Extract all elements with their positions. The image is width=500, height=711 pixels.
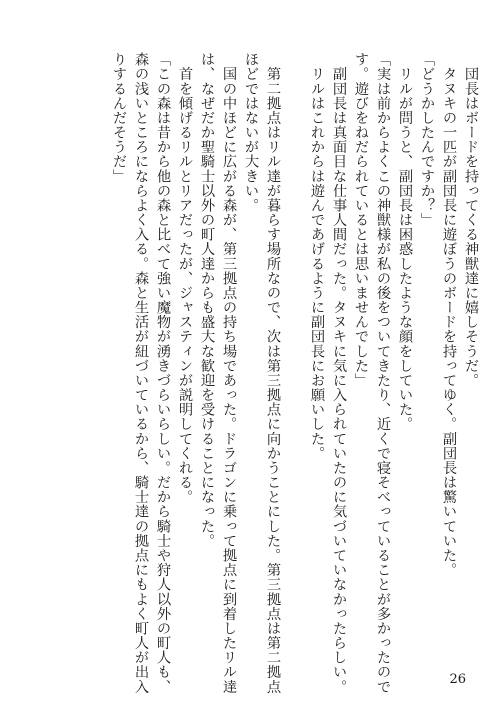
text-line: ほどではないが大きい。 <box>243 52 259 213</box>
text-line: す。遊びをねだられているとは思いませんでした」 <box>353 52 369 388</box>
text-line: 国の中ほどに広がる森が、第三拠点の持ち場であった。ドラゴンに乗って拠点に到着したリル達 <box>221 52 237 694</box>
page-number: 26 <box>449 672 466 687</box>
paragraph-break <box>284 52 306 652</box>
text-line: タヌキの一匹が副団長に遊ぼうのボードを持ってゆく。副団長は驚いていた。 <box>441 52 457 578</box>
text-line: 「この森は昔から他の森と比べて強い魔物が湧きづらいらしい。だから騎士や狩人以外の町人も、 <box>155 52 171 694</box>
text-line: 第二拠点はリル達が暮らす場所なので、次は第三拠点に向かうことにした。第三拠点は第二拠点 <box>265 52 281 694</box>
text-line: 副団長は真面目な仕事人間だった。タヌキに気に入られていたのに気づいていなかったらしい。 <box>331 52 347 694</box>
text-line: は、なぜだか聖騎士以外の町人達からも盛大な歓迎を受けることになった。 <box>199 52 215 548</box>
text-line: 団長はボードを持ってくる神獣達に嬉しそうだ。 <box>463 52 479 388</box>
text-line: 首を傾げるリルとリアだったが、ジャスティンが説明してくれる。 <box>177 52 193 505</box>
text-line: リルが問うと、副団長は困惑したような顔をしていた。 <box>397 52 413 432</box>
text-line: リルはこれからは遊んであげるように副団長にお願いした。 <box>309 52 325 461</box>
text-line: 森の浅いところにならよく入る。森と生活が紐づいているから、騎士達の拠点にもよく町人が出入 <box>133 52 149 694</box>
text-line: 「どうかしたんですか？」 <box>419 52 435 228</box>
text-line: 「実は前からよくこの神獣様が私の後をついてきたり、近くで寝そべっていることが多かったので <box>375 52 391 694</box>
text-line: りするんだそうだ」 <box>111 52 127 184</box>
